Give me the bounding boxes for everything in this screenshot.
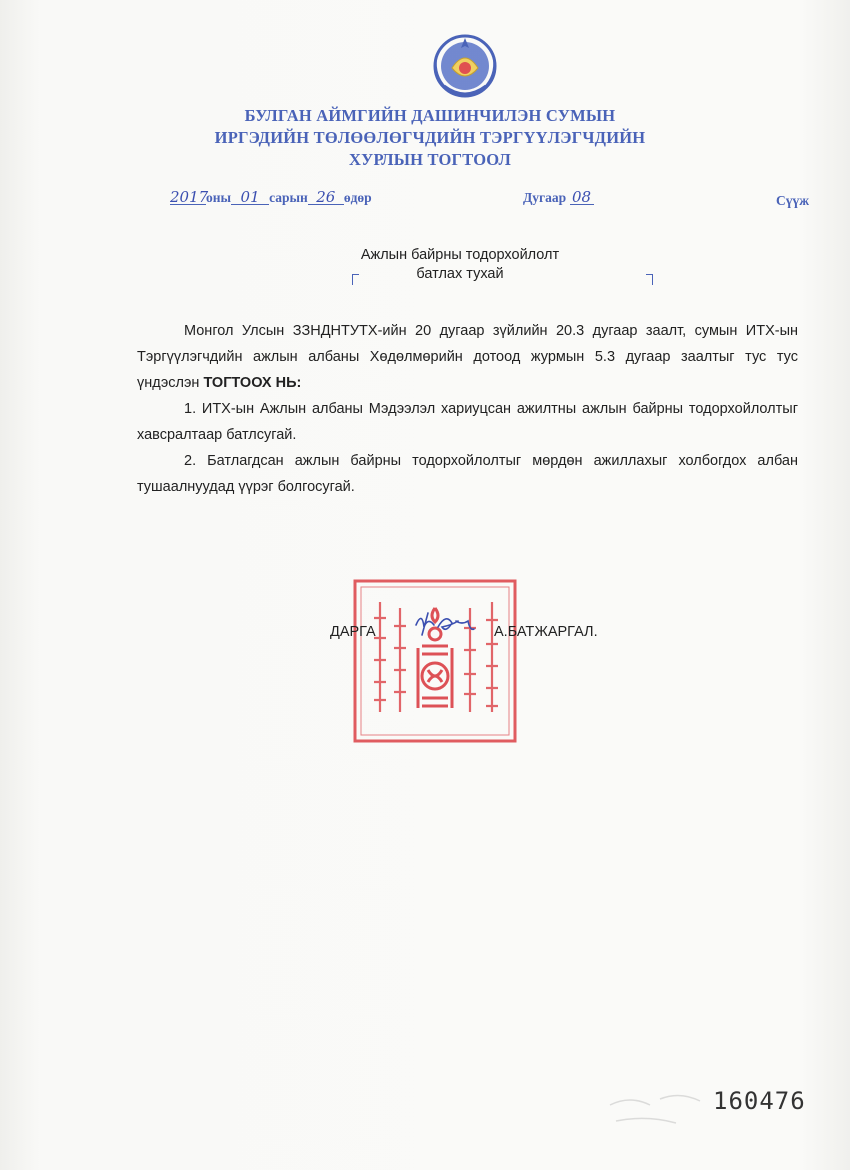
header-line-2: ИРГЭДИЙН ТӨЛӨӨЛӨГЧДИЙН ТЭРГҮҮЛЭГЧДИЙН [214,128,646,147]
subject-bracket-left [352,274,359,285]
resolution-item-2: 2. Батлагдсан ажлын байрны тодорхойлолтыг мөрдөн ажиллахыг холбогдох албан тушаалнуудад үүрэг болгосугай. [137,453,798,495]
date-line [170,190,372,206]
bleed-through-marks [600,1075,720,1145]
resolve-heading: ТОГТООХ НЬ: [203,375,302,391]
date-month-suffix: сарын [269,190,308,205]
archive-number: 160476 [713,1087,806,1115]
date-day-suffix: өдөр [343,190,372,205]
header-line-1: БУЛГАН АЙМГИЙН ДАШИНЧИЛЭН СУМЫН [244,106,616,125]
document-number [523,190,594,206]
subject-line-2: батлах тухай [416,266,504,282]
preamble-paragraph [137,318,798,396]
date-month: 01 [231,190,269,205]
signatory-name: А.БАТЖАРГАЛ. [494,624,598,640]
number-value: 08 [570,190,594,205]
signatory-title: ДАРГА [330,624,376,640]
official-seal-stamp [352,578,518,744]
subject-bracket-right [646,274,653,285]
number-label: Дугаар [523,190,567,205]
date-year: 2017 [170,188,209,206]
header-line-3: ХУРЛЫН ТОГТООЛ [349,150,511,169]
preamble-text: Монгол Улсын ЗЗНДНТУТХ-ийн 20 дугаар зүйлийн 20.3 дугаар заалт, сумын ИТХ-ын Тэргүүлэгчдийн ажлын албаны Хөдөлмөрийн дотоод журмын 5.3 дугаар заалтыг тус тус үндэслэн [137,323,798,391]
city-name: Сүүж [776,193,810,208]
body-text [137,318,798,500]
state-emblem-icon [432,28,498,100]
date-day: 26 [308,190,344,205]
subject-line-1: Ажлын байрны тодорхойлолт [360,247,560,263]
resolution-item-1: 1. ИТХ-ын Ажлын албаны Мэдээлэл хариуцсан ажилтны ажлын байрны тодорхойлолтыг хавсралтаар батлсугай. [137,401,798,443]
handwritten-signature [412,605,476,639]
date-year-suffix: оны [206,190,232,205]
